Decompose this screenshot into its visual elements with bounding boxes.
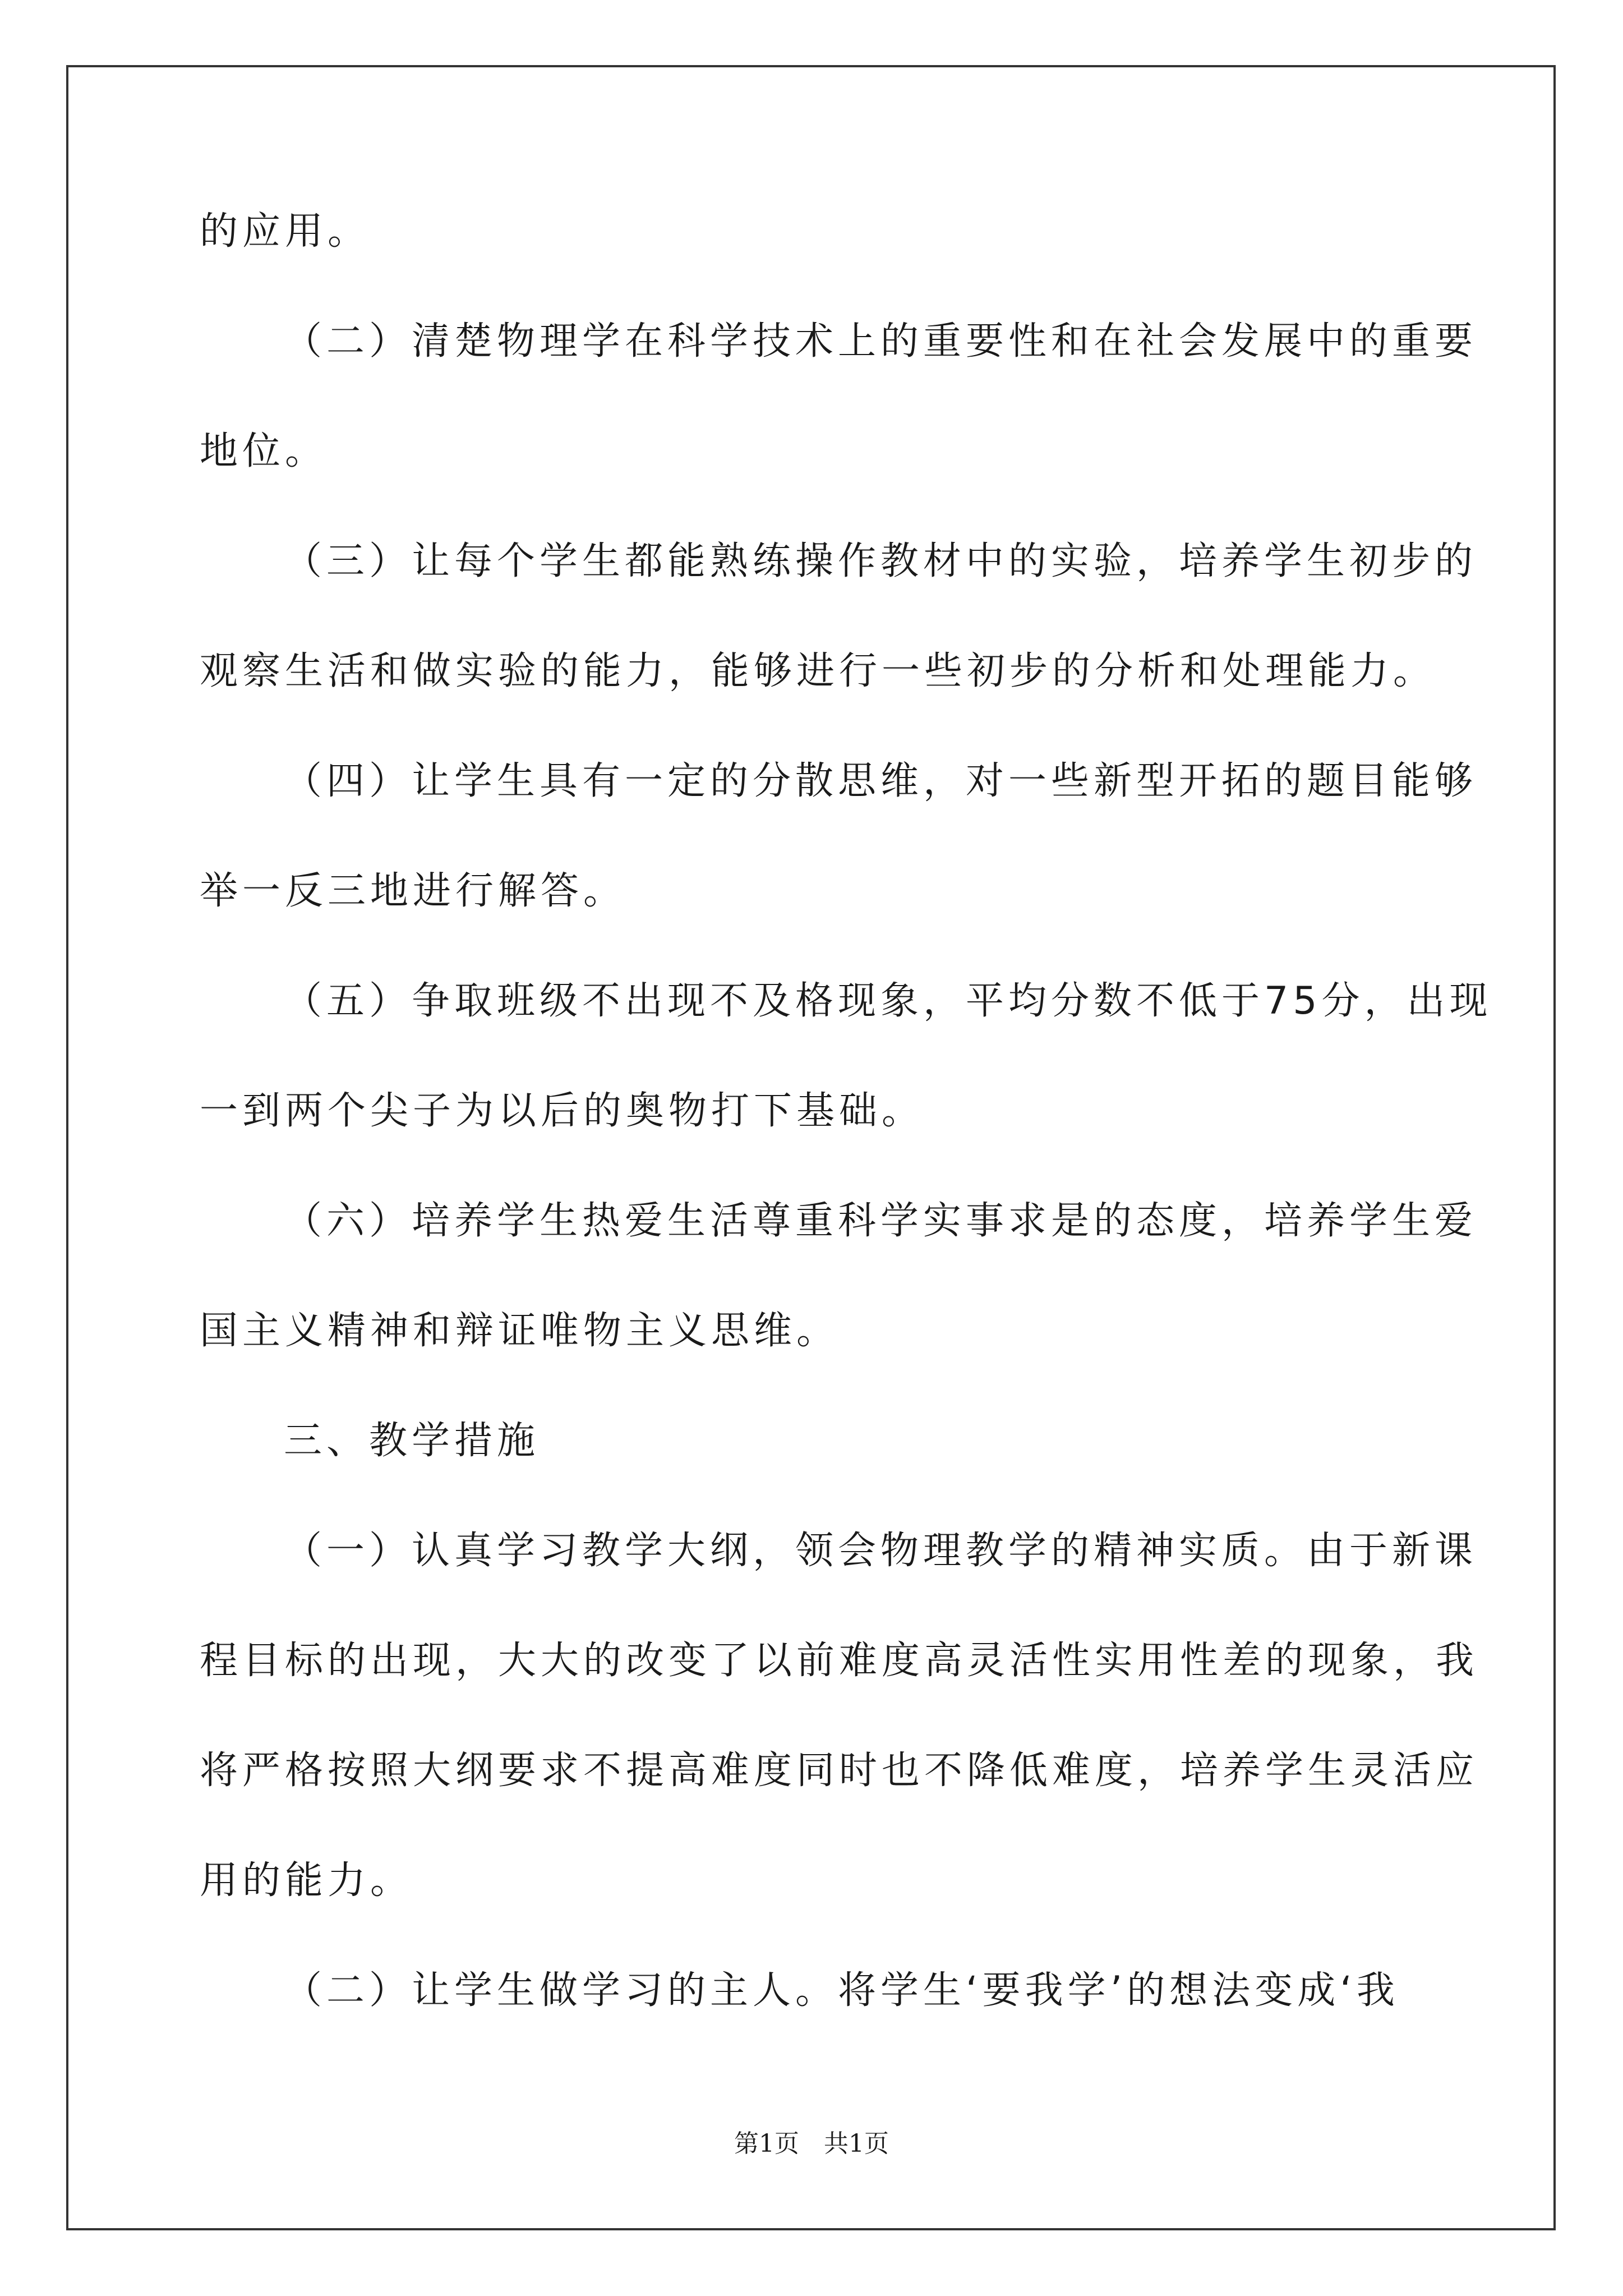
text-line: 用的能力。 bbox=[200, 1858, 413, 1903]
text-line: 的应用。 bbox=[200, 209, 371, 254]
text-line: 程目标的出现，大大的改变了以前难度高灵活性实用性差的现象，我 bbox=[200, 1639, 1479, 1683]
text-line: 国主义精神和辩证唯物主义思维。 bbox=[200, 1309, 840, 1353]
text-line: （一）认真学习教学大纲，领会物理教学的精神实质。由于新课 bbox=[284, 1529, 1478, 1573]
section-heading: 三、教学措施 bbox=[284, 1419, 540, 1463]
text-line: 地位。 bbox=[200, 429, 328, 473]
text-line: （三）让每个学生都能熟练操作教材中的实验，培养学生初步的 bbox=[284, 539, 1478, 583]
text-line: 一到两个尖子为以后的奥物打下基础。 bbox=[200, 1089, 925, 1133]
text-line: （二）清楚物理学在科学技术上的重要性和在社会发展中的重要 bbox=[284, 319, 1478, 364]
text-line: 观察生活和做实验的能力，能够进行一些初步的分析和处理能力。 bbox=[200, 649, 1436, 693]
text-line: （五）争取班级不出现不及格现象，平均分数不低于75分，出现 bbox=[284, 979, 1492, 1023]
page-footer: 第1页 共1页 bbox=[734, 2129, 889, 2158]
text-line: 举一反三地进行解答。 bbox=[200, 869, 626, 913]
text-line: 将严格按照大纲要求不提高难度同时也不降低难度，培养学生灵活应 bbox=[200, 1749, 1479, 1793]
text-line: （六）培养学生热爱生活尊重科学实事求是的态度，培养学生爱 bbox=[284, 1199, 1478, 1243]
text-line: （二）让学生做学习的主人。将学生‘要我学’的想法变成‘我 bbox=[284, 1968, 1399, 2013]
text-line: （四）让学生具有一定的分散思维，对一些新型开拓的题目能够 bbox=[284, 759, 1478, 803]
